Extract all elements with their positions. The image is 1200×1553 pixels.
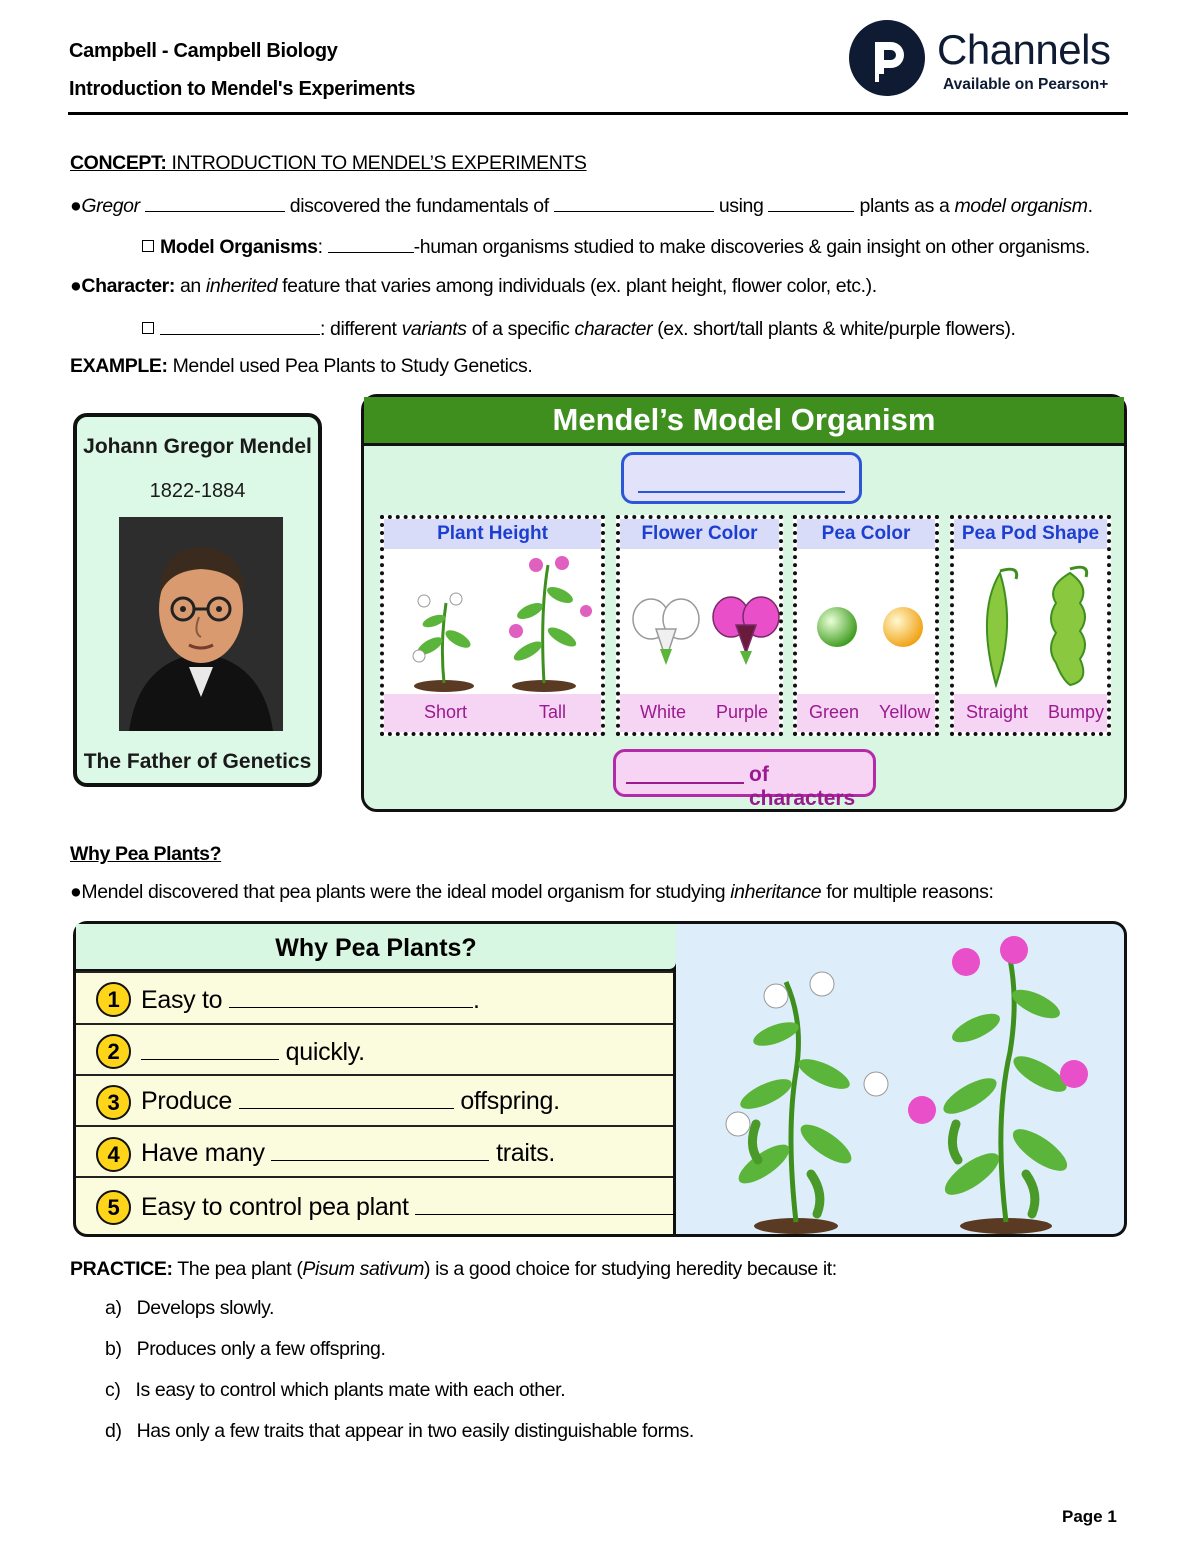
blank-easy-to[interactable] bbox=[229, 985, 473, 1008]
option-text: Produces only a few offspring. bbox=[136, 1338, 386, 1360]
trait-title: Flower Color bbox=[620, 519, 779, 549]
why-row-text bbox=[141, 1086, 560, 1116]
pea-pods-icon bbox=[972, 559, 1102, 689]
pea-plants-height-icon bbox=[394, 551, 594, 691]
row-text-b: . bbox=[472, 986, 480, 1014]
character-label: Character: bbox=[81, 275, 175, 297]
blank-plants[interactable] bbox=[768, 193, 854, 212]
header-divider bbox=[68, 112, 1128, 115]
bullet1-end: . bbox=[1087, 195, 1093, 217]
why-row-2 bbox=[76, 1023, 673, 1075]
trait-title: Plant Height bbox=[384, 519, 601, 549]
logo-text: Channels bbox=[937, 26, 1111, 73]
trait-title: Pea Pod Shape bbox=[954, 519, 1107, 549]
example-label: EXAMPLE: bbox=[70, 355, 168, 377]
square-bullet-icon bbox=[142, 240, 154, 252]
gregor-text: Gregor bbox=[81, 195, 140, 217]
trait-title: Pea Color bbox=[797, 519, 935, 549]
why-row-4 bbox=[76, 1125, 673, 1177]
trait-left-label: Short bbox=[424, 702, 468, 722]
bullet1-part-a: discovered the fundamentals of bbox=[289, 195, 549, 217]
row-text-b: traits. bbox=[496, 1139, 556, 1167]
concept-heading bbox=[70, 152, 587, 175]
blank-gregor[interactable] bbox=[145, 193, 285, 212]
inheritance-text: inheritance bbox=[730, 881, 822, 903]
model-organism-answer-pill[interactable] bbox=[621, 452, 862, 504]
option-letter: d) bbox=[105, 1420, 122, 1442]
concept-bullet-2: ●Character: an inherited feature that varies among individuals (ex. plant height, flower color, etc.). bbox=[70, 275, 877, 297]
characters-answer-pill[interactable] bbox=[613, 749, 876, 810]
trait-left-label: Straight bbox=[966, 702, 1029, 722]
bullet2-part-b: feature that varies among individuals (ex. plant height, flower color, etc.). bbox=[282, 275, 877, 297]
blank-fundamentals[interactable] bbox=[554, 193, 714, 212]
row-text-a: Have many bbox=[141, 1139, 265, 1167]
option-text: Has only a few traits that appear in two easily distinguishable forms. bbox=[136, 1420, 694, 1442]
example-line bbox=[70, 355, 532, 378]
trait-left-label: White bbox=[640, 702, 687, 722]
option-text: Is easy to control which plants mate with each other. bbox=[135, 1379, 566, 1401]
option-b[interactable] bbox=[105, 1338, 385, 1361]
why-row-5 bbox=[76, 1176, 673, 1240]
variants-text: variants bbox=[401, 318, 467, 340]
blank-model-organisms[interactable] bbox=[328, 234, 414, 253]
blank-control[interactable] bbox=[415, 1192, 683, 1215]
why-row-text bbox=[141, 985, 480, 1015]
row-text-a: Produce bbox=[141, 1087, 233, 1115]
mendel-portrait bbox=[119, 517, 283, 731]
why-row-3 bbox=[76, 1074, 673, 1126]
trait-right-label: Yellow bbox=[879, 702, 931, 722]
blank-traits[interactable] bbox=[160, 316, 320, 335]
number-badge: 5 bbox=[96, 1190, 131, 1225]
sub2-part-a: : different bbox=[320, 318, 397, 340]
trait-box-pea-color bbox=[793, 515, 939, 736]
option-d[interactable] bbox=[105, 1420, 694, 1443]
species-name: Pisum sativum bbox=[302, 1258, 425, 1280]
question-part-b: ) is a good choice for studying heredity because it: bbox=[424, 1258, 837, 1280]
why-row-text bbox=[141, 1037, 365, 1067]
option-text: Develops slowly. bbox=[136, 1297, 274, 1319]
question-part-a: The pea plant ( bbox=[177, 1258, 303, 1280]
why-heading: Why Pea Plants? bbox=[70, 843, 222, 865]
bullet1-part-b: using bbox=[718, 195, 764, 217]
logo-subtext: Available on Pearson+ bbox=[943, 76, 1109, 93]
mendel-caption: The Father of Genetics bbox=[83, 750, 312, 773]
why-table-title: Why Pea Plants? bbox=[76, 924, 679, 972]
option-letter: a) bbox=[105, 1297, 122, 1319]
option-letter: c) bbox=[105, 1379, 121, 1401]
trait-box-plant-height bbox=[380, 515, 605, 736]
square-bullet-icon bbox=[142, 322, 154, 334]
concept-sub-1: Model Organisms: -human organisms studied to make discoveries & gain insight on other organisms. bbox=[142, 234, 1090, 259]
header-course: Campbell - Campbell Biology bbox=[69, 40, 338, 62]
mendel-name: Johann Gregor Mendel bbox=[83, 435, 312, 458]
trait-right-label: Purple bbox=[716, 702, 769, 722]
mendel-years: 1822-1884 bbox=[149, 480, 246, 502]
practice-question bbox=[70, 1258, 837, 1281]
bullet2-part-a: an bbox=[179, 275, 201, 297]
model-organisms-label: Model Organisms bbox=[160, 236, 318, 258]
number-badge: 2 bbox=[96, 1034, 131, 1069]
row-text-b: quickly. bbox=[285, 1038, 365, 1066]
flowers-icon bbox=[626, 589, 781, 669]
trait-box-pod-shape bbox=[950, 515, 1111, 736]
characters-suffix: of characters bbox=[749, 763, 856, 810]
option-c[interactable] bbox=[105, 1379, 565, 1402]
pea-plants-illustration bbox=[676, 921, 1127, 1237]
why-intro-b: for multiple reasons: bbox=[826, 881, 994, 903]
model-organisms-text: -human organisms studied to make discoveries & gain insight on other organisms. bbox=[413, 236, 1090, 258]
blank-quickly[interactable] bbox=[141, 1037, 279, 1060]
model-organism-text: model organism bbox=[954, 195, 1088, 217]
number-badge: 4 bbox=[96, 1137, 131, 1172]
number-badge: 3 bbox=[96, 1085, 131, 1120]
peas-icon bbox=[807, 603, 932, 653]
sub2-part-c: (ex. short/tall plants & white/purple flowers). bbox=[657, 318, 1016, 340]
concept-title: INTRODUCTION TO MENDEL’S EXPERIMENTS bbox=[171, 152, 587, 174]
header-topic: Introduction to Mendel's Experiments bbox=[69, 78, 416, 100]
why-row-1 bbox=[76, 971, 673, 1024]
pearson-logo-icon bbox=[849, 20, 925, 96]
trait-right-label: Bumpy bbox=[1048, 702, 1105, 722]
trait-right-label: Tall bbox=[539, 702, 567, 722]
concept-label: CONCEPT: bbox=[70, 152, 167, 174]
blank-traits-many[interactable] bbox=[271, 1138, 489, 1161]
trait-left-label: Green bbox=[809, 702, 860, 722]
blank-line[interactable] bbox=[626, 782, 744, 784]
why-intro-a: Mendel discovered that pea plants were the ideal model organism for studying bbox=[81, 881, 726, 903]
concept-sub-2 bbox=[142, 316, 1016, 341]
practice-label: PRACTICE: bbox=[70, 1258, 173, 1280]
row-text-b: offspring. bbox=[460, 1087, 560, 1115]
blank-line[interactable] bbox=[638, 491, 845, 493]
why-table bbox=[73, 921, 676, 1237]
option-letter: b) bbox=[105, 1338, 122, 1360]
option-a[interactable] bbox=[105, 1297, 274, 1320]
mendel-card bbox=[73, 413, 322, 787]
page-number: Page 1 bbox=[1062, 1507, 1117, 1526]
number-badge: 1 bbox=[96, 982, 131, 1017]
panel-title: Mendel’s Model Organism bbox=[364, 397, 1124, 446]
character-text: character bbox=[574, 318, 653, 340]
row-text-a: Easy to bbox=[141, 986, 223, 1014]
blank-offspring[interactable] bbox=[239, 1086, 454, 1109]
inherited-text: inherited bbox=[205, 275, 278, 297]
trait-box-flower-color bbox=[616, 515, 783, 736]
concept-bullet-1: ●Gregor discovered the fundamentals of using plants as a model organism. bbox=[70, 195, 1093, 217]
bullet1-part-c: plants as a bbox=[859, 195, 950, 217]
example-text: Mendel used Pea Plants to Study Genetics. bbox=[172, 355, 533, 377]
trait-foot bbox=[384, 694, 601, 732]
row-text-a: Easy to control pea plant bbox=[141, 1193, 409, 1221]
sub2-part-b: of a specific bbox=[471, 318, 570, 340]
why-intro: ●Mendel discovered that pea plants were the ideal model organism for studying inheritance for multiple reasons: bbox=[70, 881, 994, 903]
pea-plant-icon bbox=[676, 924, 1124, 1240]
why-row-text bbox=[141, 1192, 690, 1222]
why-row-text bbox=[141, 1138, 555, 1168]
